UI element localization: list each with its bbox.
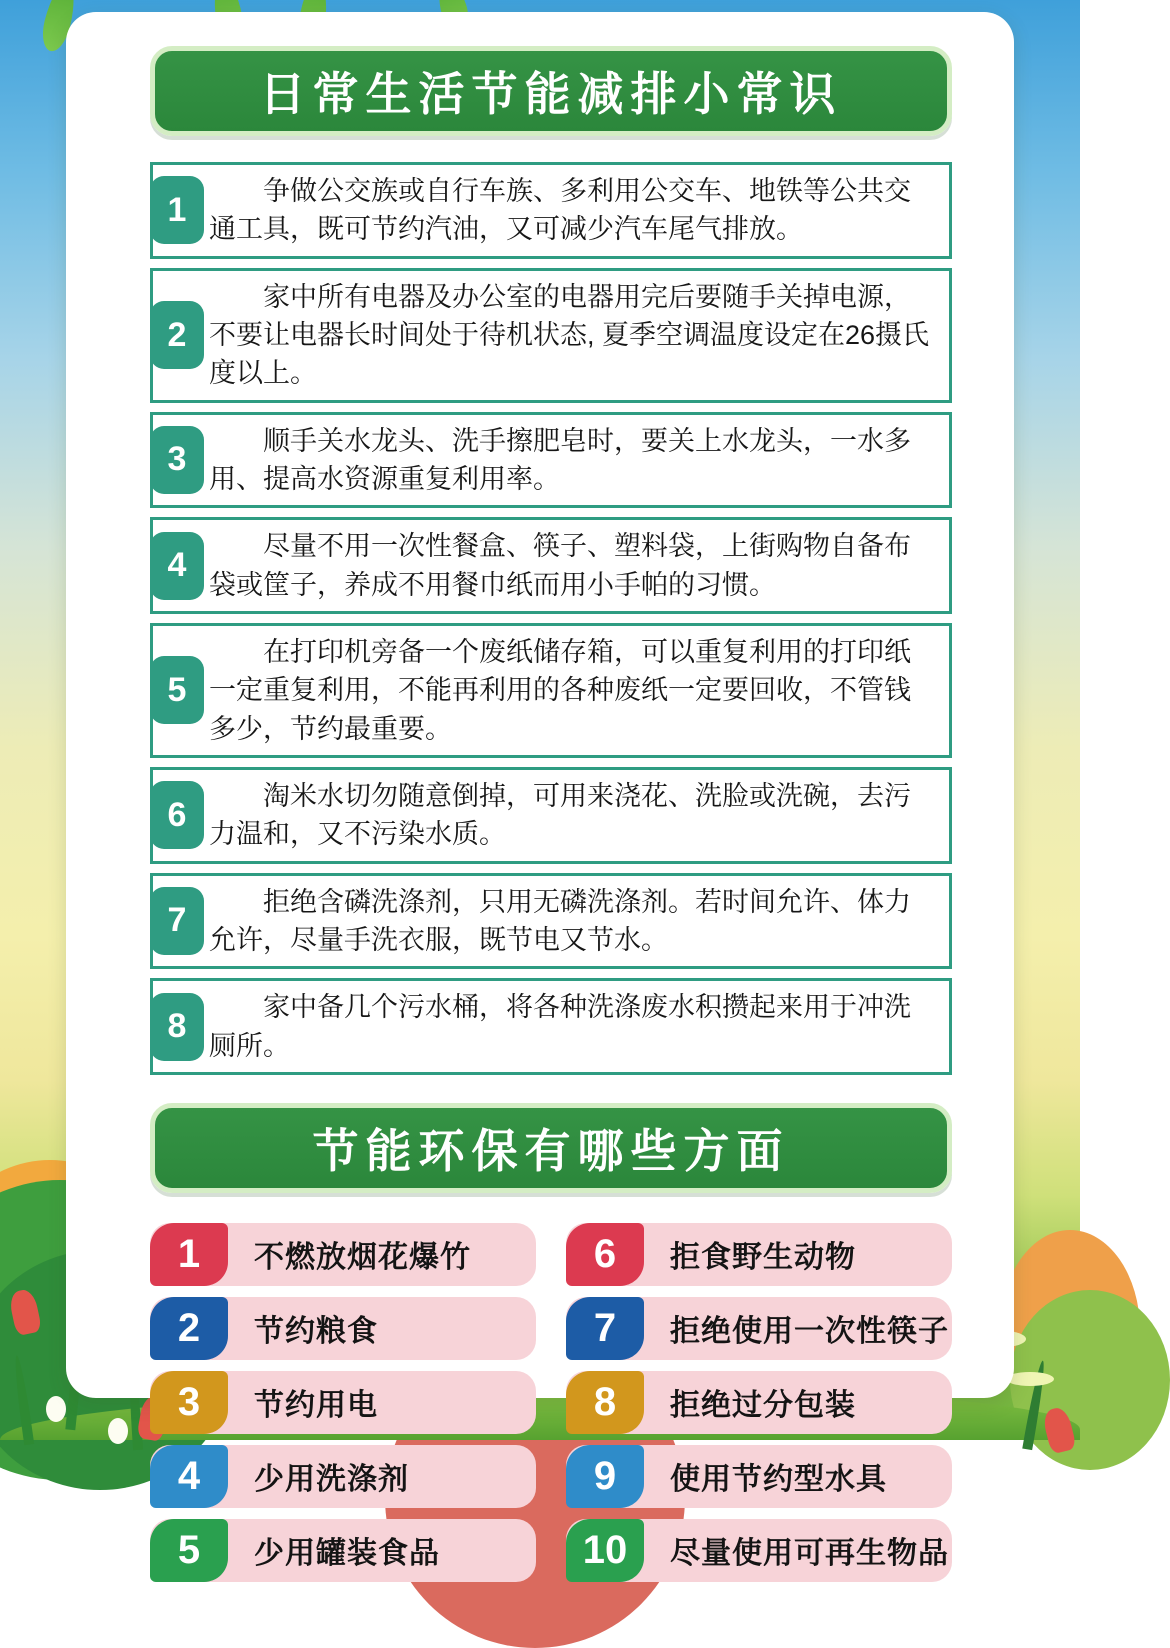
tip-item-7 [150,873,952,970]
eco-number-badge: 6 [566,1223,644,1286]
eco-label: 节约粮食 [254,1315,378,1349]
eco-item-2 [150,1297,536,1360]
eco-label: 节约用电 [254,1389,378,1423]
section1-title-banner [150,46,952,136]
eco-item-4 [150,1445,536,1508]
tip-item-8 [150,978,952,1075]
tip-text: 在打印机旁备一个废纸储存箱，可以重复利用的打印纸一定重复利用，不能再利用的各种废纸一定要回收，不管钱多少，节约最重要。 [209,636,911,744]
section2-title: 节能环保有哪些方面 [312,1124,790,1177]
tip-item-6 [150,767,952,864]
eco-label: 拒绝过分包装 [670,1389,856,1423]
section1-title: 日常生活节能减排小常识 [259,68,843,120]
tip-text: 家中备几个污水桶，将各种洗涤废水积攒起来用于冲洗厕所。 [209,992,911,1061]
eco-label: 使用节约型水具 [670,1463,887,1497]
tip-number-badge: 2 [150,301,204,369]
tip-item-5 [150,623,952,758]
tips-list [150,162,952,1075]
white-flower-decoration [46,1396,66,1422]
tip-number-badge: 5 [150,656,204,724]
poster-card [66,12,1014,1572]
eco-number-badge: 7 [566,1297,644,1360]
eco-item-1 [150,1223,536,1286]
tip-number-badge: 4 [150,532,204,600]
tip-text: 争做公交族或自行车族、多利用公交车、地铁等公共交通工具，既可节约汽油，又可减少汽车尾气排放。 [209,176,911,245]
tip-text: 淘米水切勿随意倒掉，可用来浇花、洗脸或洗碗，去污力温和，又不污染水质。 [209,780,911,850]
tip-text: 尽量不用一次性餐盒、筷子、塑料袋，上街购物自备布袋或筐子，养成不用餐巾纸而用小手帕的习惯。 [209,531,911,600]
tip-item-3 [150,412,952,509]
tip-text: 家中所有电器及办公室的电器用完后要随手关掉电源，不要让电器长时间处于待机状态, 夏季空调温度设定在26摄氏度以上。 [209,281,930,389]
eco-label: 拒绝使用一次性筷子 [670,1315,949,1349]
eco-label: 尽量使用可再生物品 [670,1537,949,1571]
eco-number-badge: 10 [566,1519,644,1582]
eco-number-badge: 8 [566,1371,644,1434]
eco-item-9 [566,1445,952,1508]
tip-text: 拒绝含磷洗涤剂，只用无磷洗涤剂。若时间允许、体力允许，尽量手洗衣服，既节电又节水。 [209,886,911,955]
eco-item-5 [150,1519,536,1582]
eco-label: 不燃放烟花爆竹 [254,1241,471,1275]
eco-number-badge: 1 [150,1223,228,1286]
tip-item-1 [150,162,952,259]
eco-number-badge: 2 [150,1297,228,1360]
tip-number-badge: 6 [150,781,204,849]
eco-label: 少用洗涤剂 [254,1463,409,1497]
eco-list-left-column [150,1223,536,1582]
eco-item-3 [150,1371,536,1434]
tip-item-4 [150,517,952,614]
eco-list [150,1223,952,1582]
tip-item-2 [150,268,952,403]
tip-number-badge: 7 [150,887,204,955]
tip-number-badge: 3 [150,426,204,494]
eco-label: 少用罐装食品 [254,1537,440,1571]
eco-number-badge: 5 [150,1519,228,1582]
section2-title-banner [150,1103,952,1193]
eco-number-badge: 4 [150,1445,228,1508]
tip-text: 顺手关水龙头、洗手擦肥皂时，要关上水龙头，一水多用、提高水资源重复利用率。 [209,425,911,494]
white-flower-decoration [108,1418,128,1444]
eco-item-10 [566,1519,952,1582]
eco-item-6 [566,1223,952,1286]
eco-number-badge: 3 [150,1371,228,1434]
eco-item-7 [566,1297,952,1360]
eco-label: 拒食野生动物 [670,1241,856,1275]
eco-item-8 [566,1371,952,1434]
eco-list-right-column [566,1223,952,1582]
tip-number-badge: 8 [150,993,204,1061]
eco-number-badge: 9 [566,1445,644,1508]
tip-number-badge: 1 [150,176,204,244]
